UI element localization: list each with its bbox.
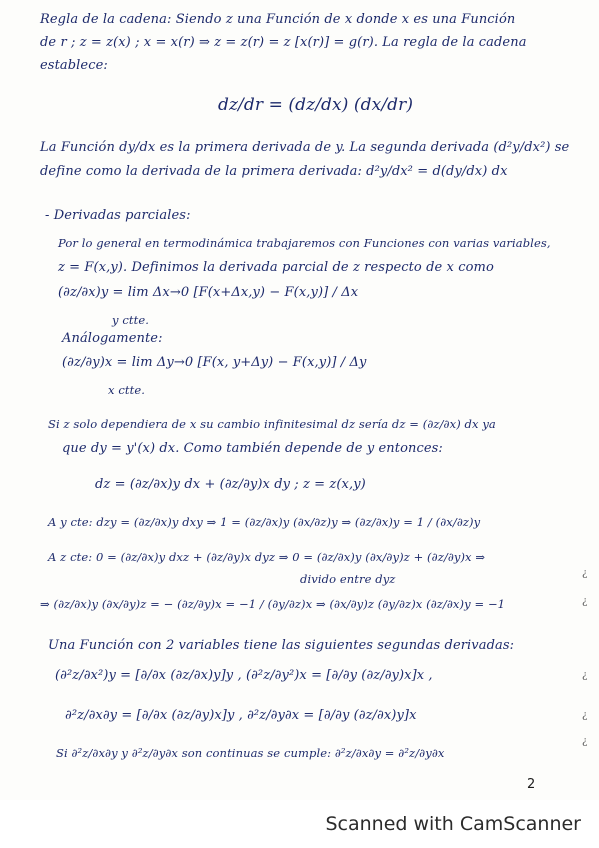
- text-line: de r ; z = z(x) ; x = x(r) ⇒ z = z(r) = z [x(r)] = g(r). La regla de la cadena: [40, 35, 527, 50]
- text-line: Por lo general en termodinámica trabajaremos con Funciones con varias variables,: [58, 236, 551, 250]
- equation: A z cte: 0 = (∂z/∂x)y dxz + (∂z/∂y)x dyz ⇒ 0 = (∂z/∂x)y (∂x/∂y)z + (∂z/∂y)x ⇒: [48, 550, 486, 564]
- equation: Si ∂²z/∂x∂y y ∂²z/∂y∂x son continuas se cumple: ∂²z/∂x∂y = ∂²z/∂y∂x: [56, 746, 445, 760]
- margin-mark: ¿: [582, 670, 588, 681]
- text-line: Una Función con 2 variables tiene las siguientes segundas derivadas:: [48, 638, 515, 653]
- text-line: establece:: [40, 58, 108, 73]
- text-line: Análogamente:: [62, 331, 163, 346]
- text-line: Regla de la cadena: Siendo z una Función de x donde x es una Función: [40, 12, 516, 27]
- text-line: Si z solo dependiera de x su cambio infinitesimal dz sería dz = (∂z/∂x) dx ya: [48, 417, 496, 431]
- annotation: divido entre dyz: [300, 572, 396, 586]
- margin-mark: ¿: [582, 710, 588, 721]
- scanner-watermark: Scanned with CamScanner: [325, 813, 581, 835]
- subscript-note: x ctte.: [108, 383, 145, 397]
- subscript-note: y ctte.: [112, 313, 149, 327]
- equation: A y cte: dzy = (∂z/∂x)y dxy ⇒ 1 = (∂z/∂x)y (∂x/∂z)y ⇒ (∂z/∂x)y = 1 / (∂x/∂z)y: [48, 515, 481, 529]
- equation: ⇒ (∂z/∂x)y (∂x/∂y)z = − (∂z/∂y)x = −1 / (∂y/∂z)x ⇒ (∂x/∂y)z (∂y/∂z)x (∂z/∂x)y = −1: [40, 597, 506, 611]
- equation: dz/dr = (dz/dx) (dx/dr): [218, 95, 414, 115]
- text-line: define como la derivada de la primera derivada: d²y/dx² = d(dy/dx) dx: [40, 164, 508, 179]
- scanner-footer: [0, 800, 599, 848]
- margin-mark: ¿: [582, 736, 588, 747]
- text-line: La Función dy/dx es la primera derivada de y. La segunda derivada (d²y/dx²) se: [40, 140, 570, 155]
- equation: (∂²z/∂x²)y = [∂/∂x (∂z/∂x)y]y , (∂²z/∂y²)x = [∂/∂y (∂z/∂y)x]x ,: [55, 668, 433, 683]
- margin-mark: ¿: [582, 596, 588, 607]
- equation: (∂z/∂x)y = lim Δx→0 [F(x+Δx,y) − F(x,y)] / Δx: [58, 285, 359, 300]
- margin-mark: ¿: [582, 568, 588, 579]
- equation: (∂z/∂y)x = lim Δy→0 [F(x, y+Δy) − F(x,y)] / Δy: [62, 355, 367, 370]
- page-number: 2: [527, 777, 536, 792]
- text-line: z = F(x,y). Definimos la derivada parcial de z respecto de x como: [58, 260, 494, 275]
- equation: dz = (∂z/∂x)y dx + (∂z/∂y)x dy ; z = z(x,y): [95, 477, 366, 492]
- text-line: que dy = y'(x) dx. Como también depende de y entonces:: [62, 441, 443, 456]
- section-heading: - Derivadas parciales:: [45, 208, 191, 223]
- equation: ∂²z/∂x∂y = [∂/∂x (∂z/∂y)x]y , ∂²z/∂y∂x = [∂/∂y (∂z/∂x)y]x: [65, 708, 417, 723]
